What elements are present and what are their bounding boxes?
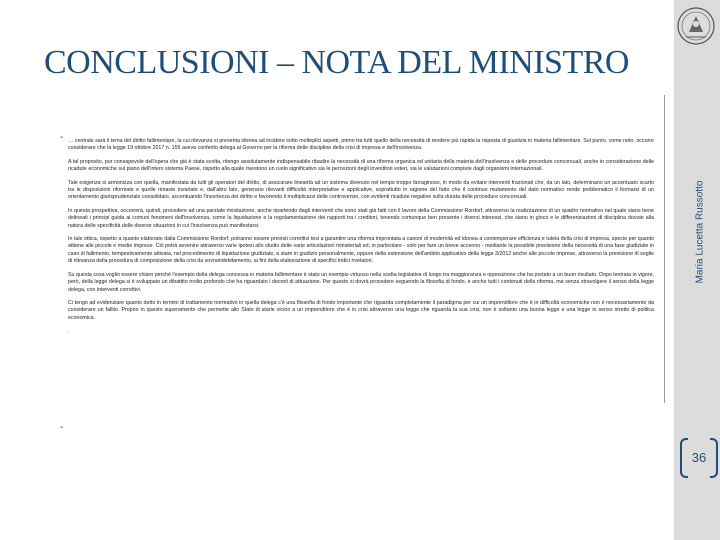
- paragraph: Ci tengo ad evidenziare quanto detto in termini di trattamento normativo in quella delega c'è una filosofia di fondo importante che riguarda completamente il paradigma per cui un imprenditore che è in difficoltà economiche non è necessariamente da considerare un fallito. Proprio in questo superamento che permette allo Stato di starle vicino a un imprenditore che è in crisi attraverso una legge che riguarda la sua crisi, non è soltanto una buona legge e una legge in senso stretto di politica economica.: [68, 299, 654, 321]
- paragraph: … centrale sarà il tema del diritto fallimentare, la cui rilevanza si presenta idonea ad incidere sotto molteplici aspetti, primo tra tutti quello della necessità di rendere più rapida la risposta di giustizia in materia fallimentare. Sul punto, come noto, occorre considerare che la legge 19 ottobre 2017 n. 155 aveva conferito delega al Governo per la riforma delle discipline della crisi di impresa e dell'insolvenza.: [68, 138, 654, 152]
- bullet-marker: -: [60, 132, 64, 143]
- slide-number-badge: [680, 438, 718, 478]
- paragraph: Su questa cosa voglio essere chiaro perché l'esempio della delega concessa in materia fallimentare è stato un esempio virtuoso nella scelta legislativa di luogo tra maggioranza e opposizione che ha portato a un buon risultato. Dopo lentrata in vigore, però, della legge delega si è sviluppato un dibattito molto profondo che ha riguardato i decreti di attuazione. Per questo si dovrà procedere seguendo la filosofia di fondo, e anche tutti i contenuti della riforma, ma senza stravolgere il senso della legge delega, con interventi correttivi.: [68, 271, 654, 293]
- paragraph: A tal proposito, pur consapevole dell'opera che già è stata svolta, ritengo assolutamente indispensabile ribadire la necessità di una riforma organica ed unitaria della materia dell'insolvenza e delle procedure concorsuali, anche in considerazione delle ricadute economiche sul piano dell'intero sistema Paese, rispetto alla quale rivestono un ruolo significativo sia le percezioni degli investitori esteri, sia le valutazioni compiute dagli organismi internazionali.: [68, 158, 654, 173]
- university-seal-icon: [676, 4, 716, 48]
- slide-number: 36: [691, 450, 707, 465]
- author-name: Maria Lucetta Russotto: [694, 180, 706, 284]
- body-text: [56, 138, 654, 342]
- paragraph: In tale ottica, rispetto a quanto elaborato dalla Commissione Rordorf, potranno essere previsti correttivi tesi a garantire una riforma improntata a canoni di modernità ed idonea a contemperare efficienza e tutela della crisi di impresa, specie per quanto attiene alle piccole e medie imprese. Ciò potrà avvenire attraverso varie ipotesi allo studio delle varie articolazioni ministeriali ed, in particolare - solo per fare un breve accenno - mediante la possibile previsione della necessità di una fase giudiziale in caso di fallimento, tempestivamente attivata, nel procedimento di liquidazione giudiziale, a stare in giudizio personalmente, oppure della estensione dell'ambito applicativo della legge 3/2012 anche alle piccole imprese, attraverso la previsione di soglie di rilevanza della procedura di composizione della crisi da sovraindebitamento, ai fini della elaborazione di specifici indici rivelatori.: [68, 236, 654, 265]
- vertical-divider: [664, 95, 665, 403]
- paragraph: In questa prospettiva, occorrerà, quindi, procedere ad una parziale rivisitazione, anche ripartendo dagli interventi che sono stati già fatti con il lavoro della Commissione Rordorf, attraverso la realizzazione di un quadro normativo nel quale siano bene delineati i principi guida ai comuni fenomeni dell'insolvenza, come la liquidazione e la regolamentazione dei rapporti tra i creditori, tenendo comunque ben presente i diversi interessi, che siano in gioco e le differenziazioni di disciplina dovute alla natura delle specificità delle diverse situazioni in cui l'insolvenza può manifestarsi.: [68, 207, 654, 229]
- bullet-marker: -: [60, 422, 64, 433]
- slide-title: CONCLUSIONI – NOTA DEL MINISTRO: [44, 44, 629, 81]
- paragraph: .: [68, 328, 70, 335]
- paragraph: Tale esigenza si armonizza con quella, manifestata da tutti gli operatori del diritto, di assicurare linearità ad un sistema divenuto nel tempo troppo farraginoso, in modo da evitare interventi frazionati che, da un lato, determinano un accentuato scarto tra le disposizioni riformate e quelle rimaste invariate e, dall'altro lato, generano rilevanti difficoltà interpretative e applicative, soprattutto in ragione del fatto che il continuo mutamento del dato normativo rende problematico il formarsi di un orientamento giurisprudenziale consolidato, accentuando l'incertezza del diritto e favorendo il moltiplicarsi delle controversie, con evidenti ricadute negative sulla durata delle procedure concorsuali.: [68, 179, 654, 201]
